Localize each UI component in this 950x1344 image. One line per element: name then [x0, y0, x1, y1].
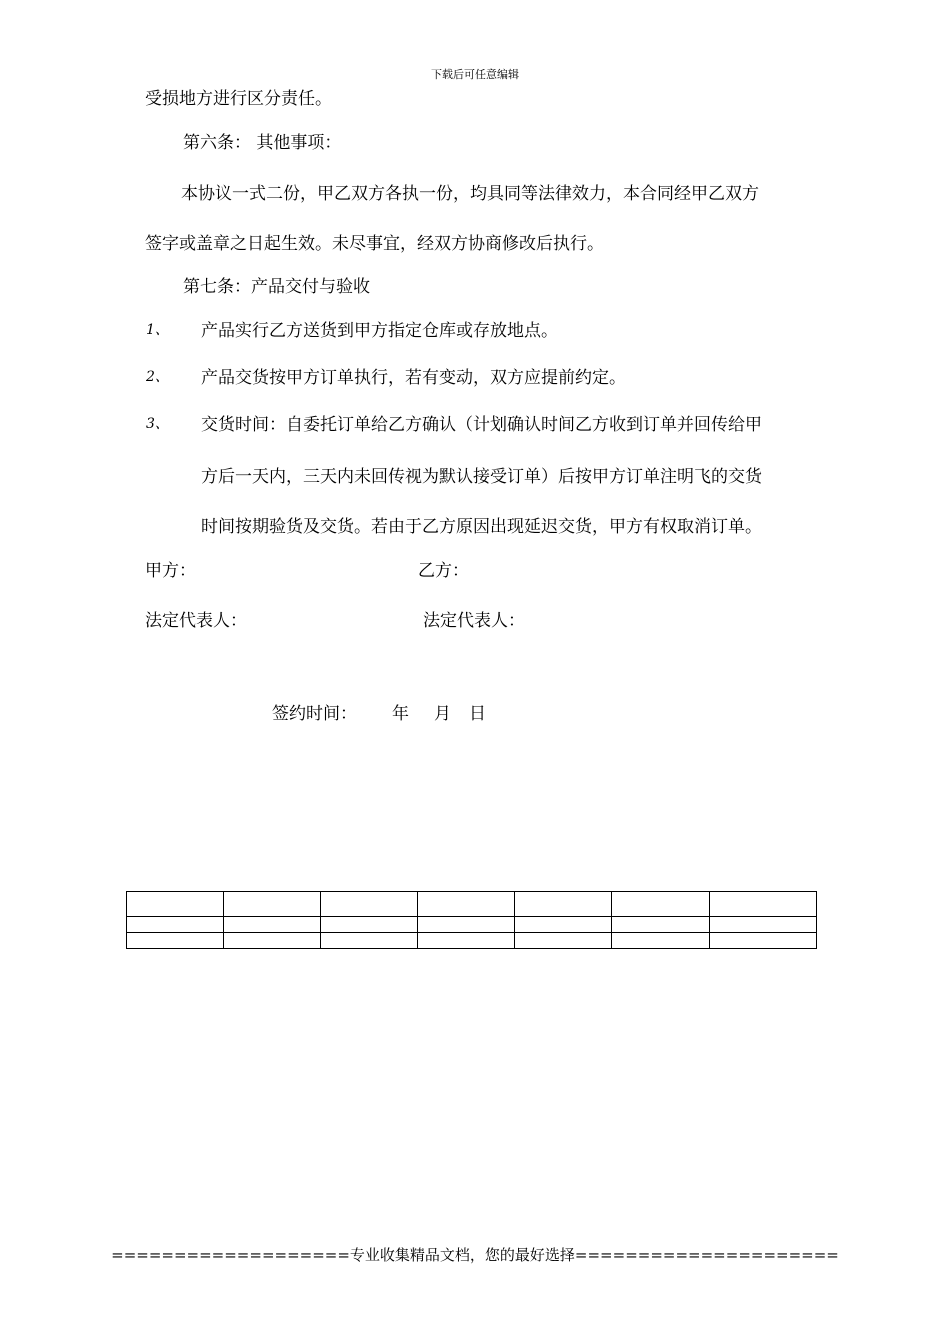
- table-cell: [515, 917, 612, 933]
- list-item-continuation: 方后一天内，三天内未回传视为默认接受订单）后按甲方订单注明飞的交货: [201, 467, 762, 487]
- table-cell: [224, 933, 321, 949]
- table-cell: [418, 892, 515, 917]
- table-cell: [321, 933, 418, 949]
- page-header-note: 下载后可任意编辑: [431, 68, 519, 81]
- list-item-number: 1、: [146, 322, 169, 338]
- table-cell: [710, 892, 817, 917]
- table-row: [127, 933, 817, 949]
- party-a-representative-label: 法定代表人：: [145, 611, 247, 631]
- table-row: [127, 917, 817, 933]
- table-row: [127, 892, 817, 917]
- table-cell: [612, 917, 710, 933]
- table-cell: [321, 917, 418, 933]
- article-6-paragraph-line2: 签字或盖章之日起生效。未尽事宜，经双方协商修改后执行。: [145, 234, 604, 254]
- party-a-label: 甲方：: [145, 561, 196, 581]
- table-cell: [127, 917, 224, 933]
- table-cell: [418, 917, 515, 933]
- body-line: 受损地方进行区分责任。: [145, 89, 332, 109]
- list-item-continuation: 时间按期验货及交货。若由于乙方原因出现延迟交货，甲方有权取消订单。: [201, 517, 762, 537]
- sign-date-month: 月: [434, 704, 451, 724]
- article-6-paragraph-line1: 本协议一式二份，甲乙双方各执一份，均具同等法律效力，本合同经甲乙双方: [181, 184, 759, 204]
- list-item-text: 产品实行乙方送货到甲方指定仓库或存放地点。: [201, 321, 558, 341]
- article-6-title: 第六条： 其他事项：: [183, 133, 342, 153]
- list-item-number: 2、: [146, 369, 169, 385]
- list-item-text: 产品交货按甲方订单执行，若有变动，双方应提前约定。: [201, 368, 626, 388]
- list-item-text: 交货时间：自委托订单给乙方确认（计划确认时间乙方收到订单并回传给甲: [201, 415, 762, 435]
- table-cell: [515, 892, 612, 917]
- table-cell: [515, 933, 612, 949]
- article-7-title: 第七条：产品交付与验收: [183, 277, 370, 297]
- table-cell: [710, 933, 817, 949]
- sign-date-day: 日: [469, 704, 486, 724]
- table-cell: [127, 933, 224, 949]
- party-b-representative-label: 法定代表人：: [423, 611, 525, 631]
- table-cell: [127, 892, 224, 917]
- table-cell: [418, 933, 515, 949]
- table-cell: [710, 917, 817, 933]
- table-cell: [224, 892, 321, 917]
- page-footer: ===================专业收集精品文档，您的最好选择=====================: [111, 1246, 839, 1264]
- sign-date-year: 年: [392, 704, 409, 724]
- table-cell: [224, 917, 321, 933]
- table-cell: [321, 892, 418, 917]
- blank-table: [126, 891, 817, 949]
- sign-date-label: 签约时间：: [272, 704, 357, 724]
- table-cell: [612, 933, 710, 949]
- table-cell: [612, 892, 710, 917]
- party-b-label: 乙方：: [418, 561, 469, 581]
- list-item-number: 3、: [146, 416, 169, 432]
